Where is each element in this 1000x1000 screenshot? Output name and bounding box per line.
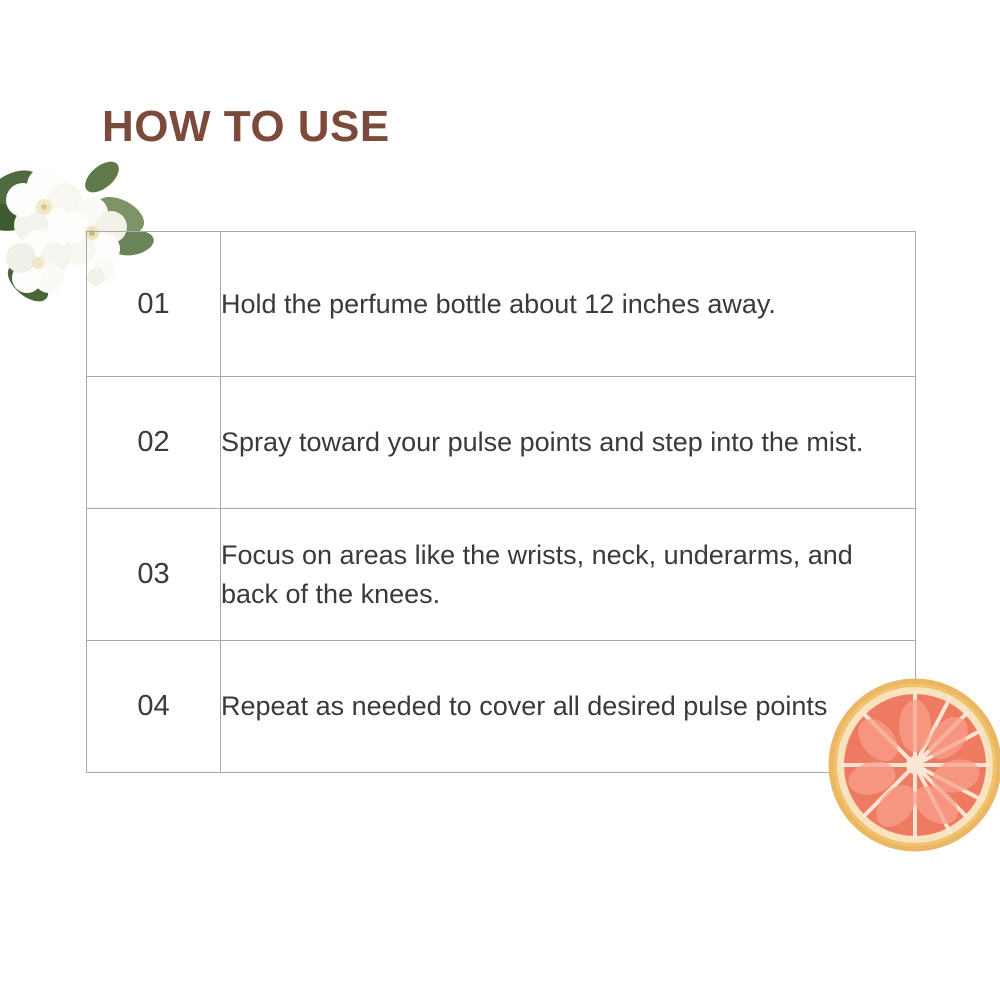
page-title: HOW TO USE — [102, 102, 390, 151]
table-row — [87, 377, 916, 509]
step-number: 04 — [137, 690, 170, 722]
step-number-cell — [87, 377, 221, 509]
step-number: 02 — [137, 426, 170, 458]
step-text: Focus on areas like the wrists, neck, underarms, and back of the knees. — [221, 540, 853, 609]
step-text-cell — [221, 641, 916, 773]
step-text: Hold the perfume bottle about 12 inches away. — [221, 288, 776, 319]
step-text-cell — [221, 232, 916, 377]
step-text: Spray toward your pulse points and step into the mist. — [221, 427, 864, 458]
table-row — [87, 509, 916, 641]
table-row — [87, 232, 916, 377]
how-to-use-steps-table — [86, 231, 916, 773]
step-text-cell — [221, 377, 916, 509]
table-row — [87, 641, 916, 773]
step-text-cell — [221, 509, 916, 641]
step-text: Repeat as needed to cover all desired pulse points — [221, 691, 828, 722]
step-number-cell — [87, 509, 221, 641]
step-number-cell — [87, 232, 221, 377]
step-number: 03 — [137, 558, 170, 590]
step-number: 01 — [137, 287, 170, 320]
step-number-cell — [87, 641, 221, 773]
